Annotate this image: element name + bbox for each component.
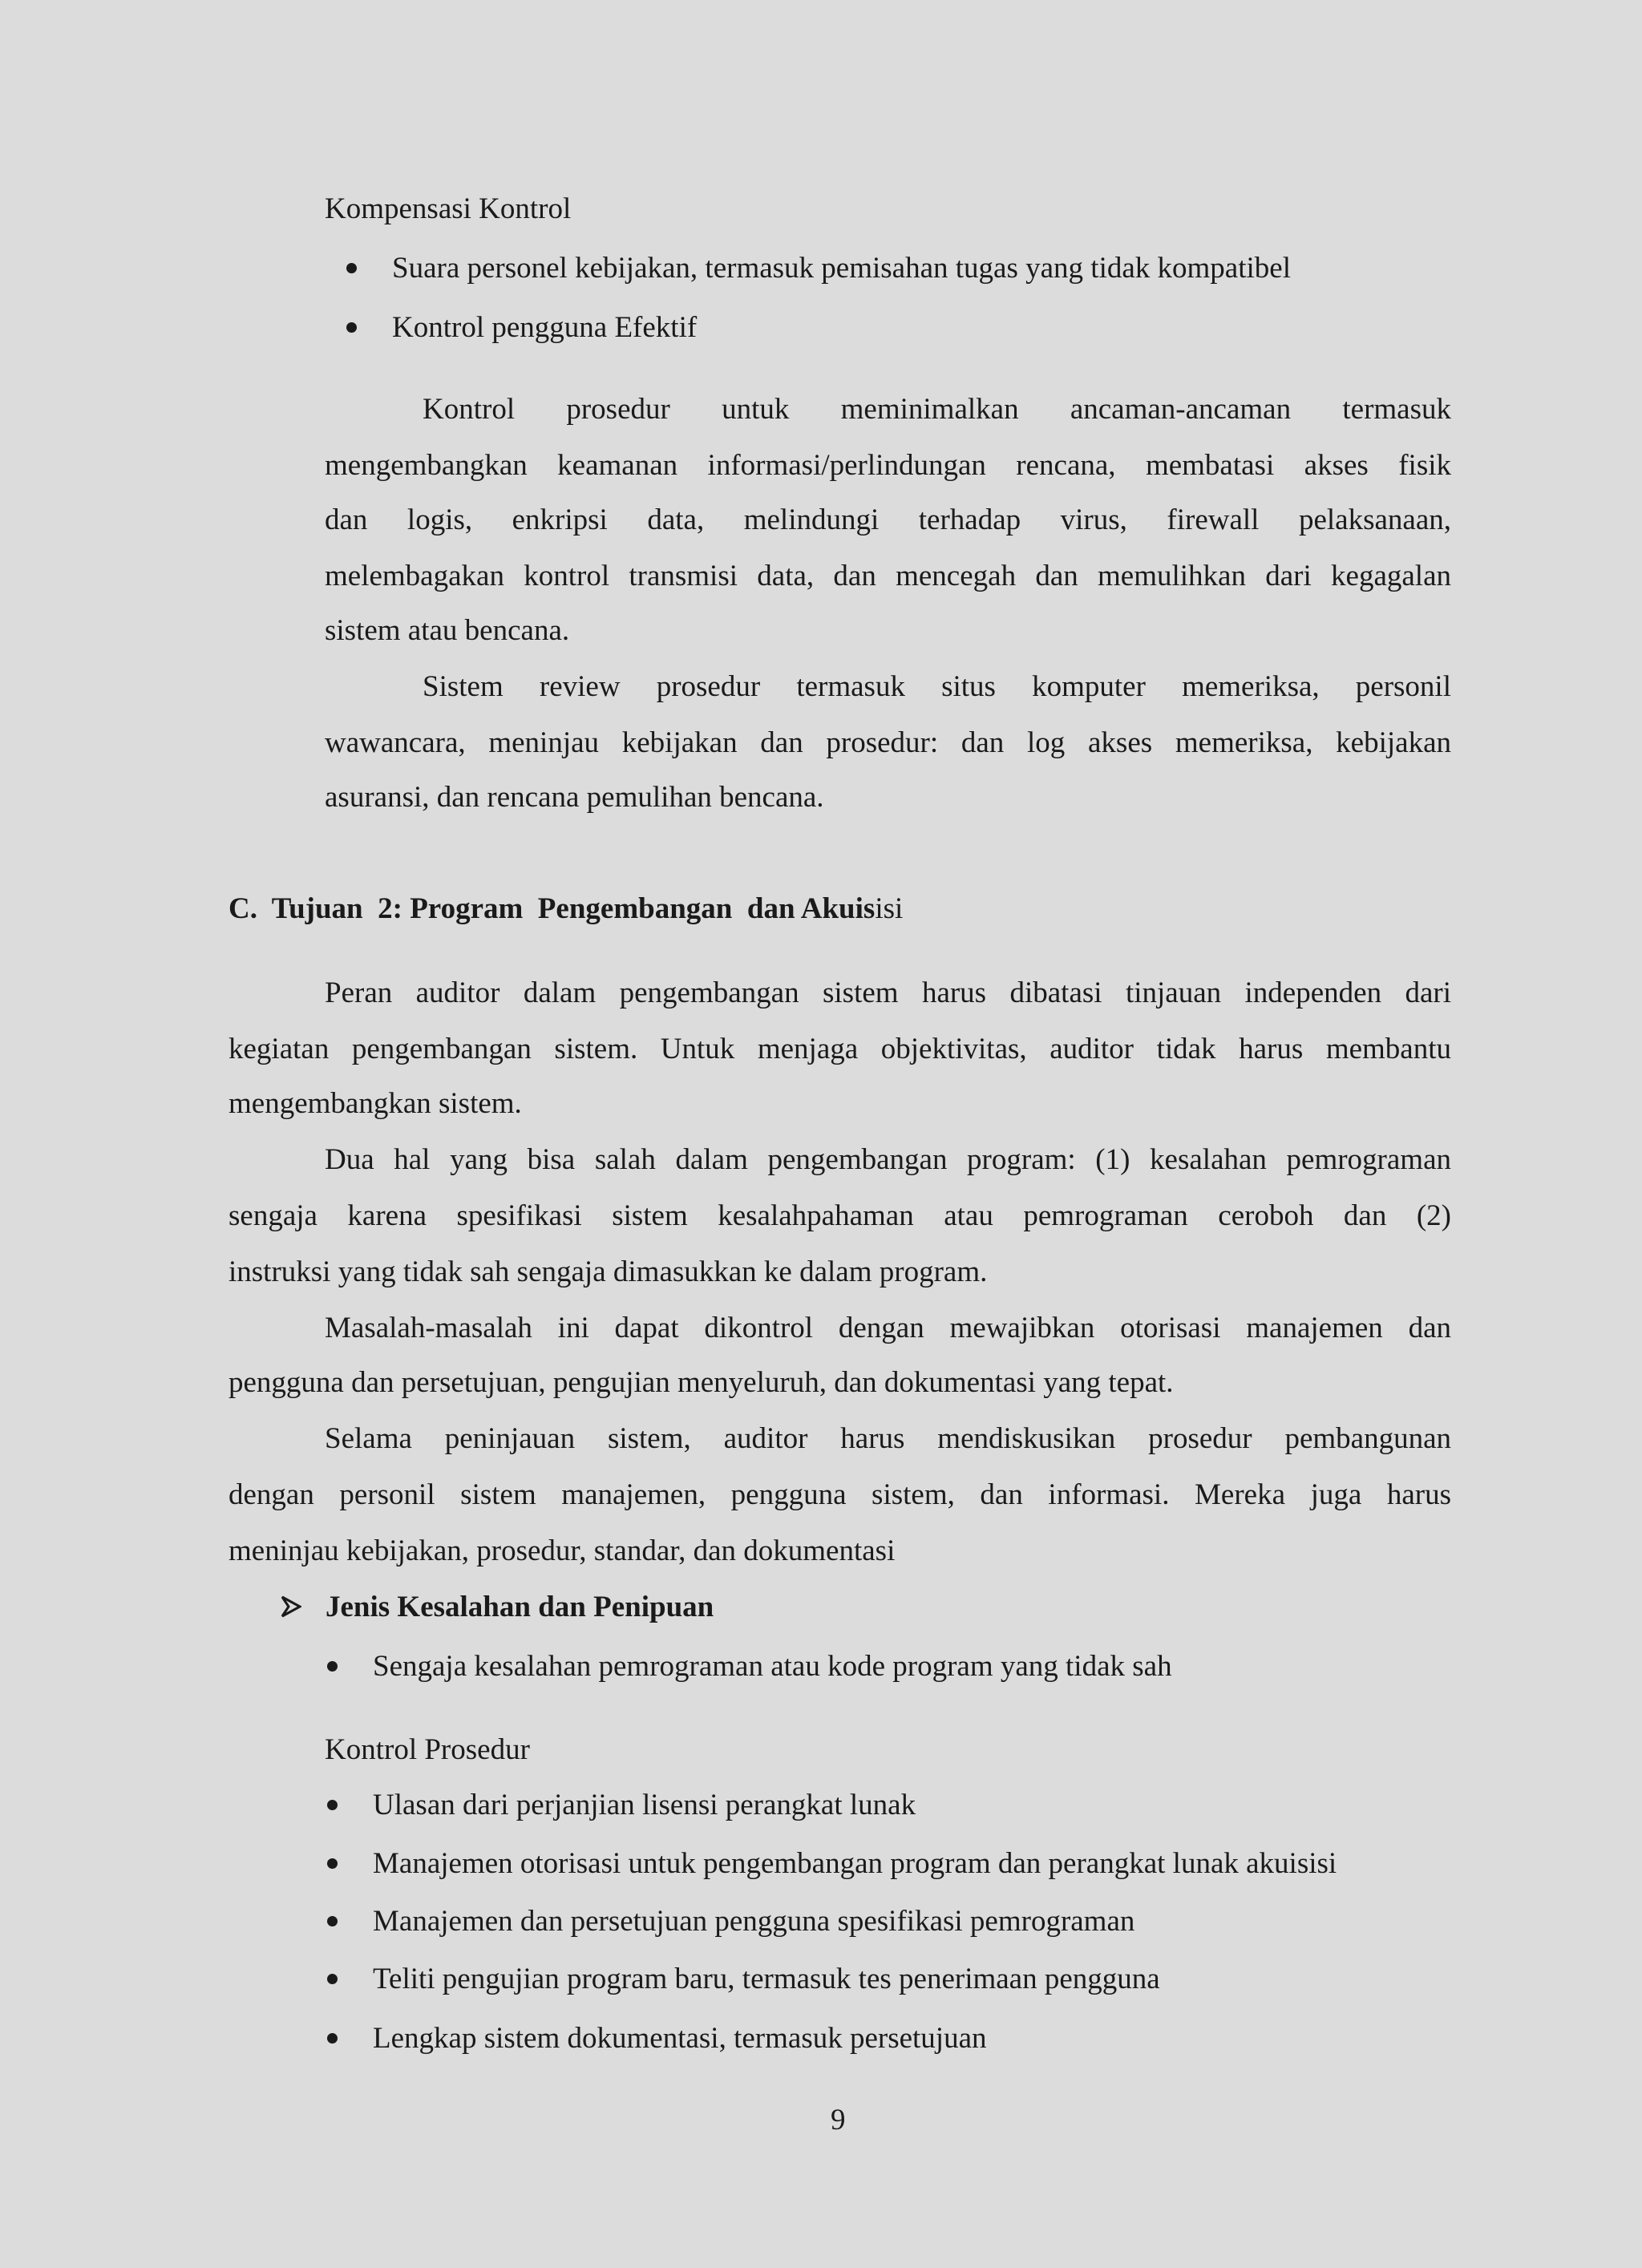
bullet-icon xyxy=(327,2033,338,2044)
paragraph-line: kegiatan pengembangan sistem. Untuk menjaga objektivitas, auditor tidak harus membantu xyxy=(229,1033,1451,1065)
paragraph-line: melembagakan kontrol transmisi data, dan mencegah dan memulihkan dari kegagalan xyxy=(325,560,1451,592)
paragraph-line: mengembangkan keamanan informasi/perlindungan rencana, membatasi akses fisik xyxy=(325,449,1451,482)
list-item: Manajemen otorisasi untuk pengembangan program dan perangkat lunak akuisisi xyxy=(373,1847,1337,1880)
paragraph-line: meninjau kebijakan, prosedur, standar, dan dokumentasi xyxy=(229,1534,896,1567)
paragraph-line: Masalah-masalah ini dapat dikontrol dengan mewajibkan otorisasi manajemen dan xyxy=(325,1312,1451,1344)
paragraph-line: Dua hal yang bisa salah dalam pengembangan program: (1) kesalahan pemrograman xyxy=(325,1143,1451,1176)
controls-heading: Kontrol Prosedur xyxy=(325,1733,530,1766)
paragraph-line: sengaja karena spesifikasi sistem kesalahpahaman atau pemrograman ceroboh dan (2) xyxy=(229,1199,1451,1232)
bullet-icon xyxy=(327,1800,338,1810)
bullet-icon xyxy=(327,1974,338,1984)
paragraph-line: sistem atau bencana. xyxy=(325,614,570,647)
list-item: Teliti pengujian program baru, termasuk tes penerimaan pengguna xyxy=(373,1963,1160,1995)
paragraph-line: dan logis, enkripsi data, melindungi terhadap virus, firewall pelaksanaan, xyxy=(325,503,1451,536)
arrow-bullet-icon xyxy=(281,1595,301,1618)
bullet-icon xyxy=(327,1916,338,1926)
bullet-icon xyxy=(327,1858,338,1869)
paragraph-line: mengembangkan sistem. xyxy=(229,1087,522,1120)
paragraph-line: asuransi, dan rencana pemulihan bencana. xyxy=(325,781,824,814)
section-heading: C. Tujuan 2: Program Pengembangan dan Akuisisi xyxy=(229,892,904,925)
paragraph-line: dengan personil sistem manajemen, pengguna sistem, dan informasi. Mereka juga harus xyxy=(229,1478,1451,1511)
paragraph-line: wawancara, meninjau kebijakan dan prosedur: dan log akses memeriksa, kebijakan xyxy=(325,726,1451,759)
paragraph-line: Selama peninjauan sistem, auditor harus mendiskusikan prosedur pembangunan xyxy=(325,1422,1451,1455)
list-item: Ulasan dari perjanjian lisensi perangkat lunak xyxy=(373,1789,916,1821)
list-item: Manajemen dan persetujuan pengguna spesifikasi pemrograman xyxy=(373,1905,1135,1938)
bullet-icon xyxy=(327,1661,338,1672)
paragraph-line: Peran auditor dalam pengembangan sistem harus dibatasi tinjauan independen dari xyxy=(325,976,1451,1009)
paragraph-line: Sistem review prosedur termasuk situs komputer memeriksa, personil xyxy=(423,670,1451,703)
bullet-icon xyxy=(346,263,357,273)
list-item: Sengaja kesalahan pemrograman atau kode program yang tidak sah xyxy=(373,1650,1172,1683)
paragraph-line: pengguna dan persetujuan, pengujian menyeluruh, dan dokumentasi yang tepat. xyxy=(229,1366,1174,1399)
list-item: Lengkap sistem dokumentasi, termasuk persetujuan xyxy=(373,2022,987,2055)
kompensasi-heading: Kompensasi Kontrol xyxy=(325,192,572,225)
page-number: 9 xyxy=(831,2104,846,2137)
list-item: Kontrol pengguna Efektif xyxy=(392,311,698,344)
subheading: Jenis Kesalahan dan Penipuan xyxy=(326,1591,714,1623)
paragraph-line: Kontrol prosedur untuk meminimalkan ancaman-ancaman termasuk xyxy=(423,393,1451,426)
list-item: Suara personel kebijakan, termasuk pemisahan tugas yang tidak kompatibel xyxy=(392,252,1291,285)
paragraph-line: instruksi yang tidak sah sengaja dimasukkan ke dalam program. xyxy=(229,1255,988,1288)
bullet-icon xyxy=(346,322,357,333)
